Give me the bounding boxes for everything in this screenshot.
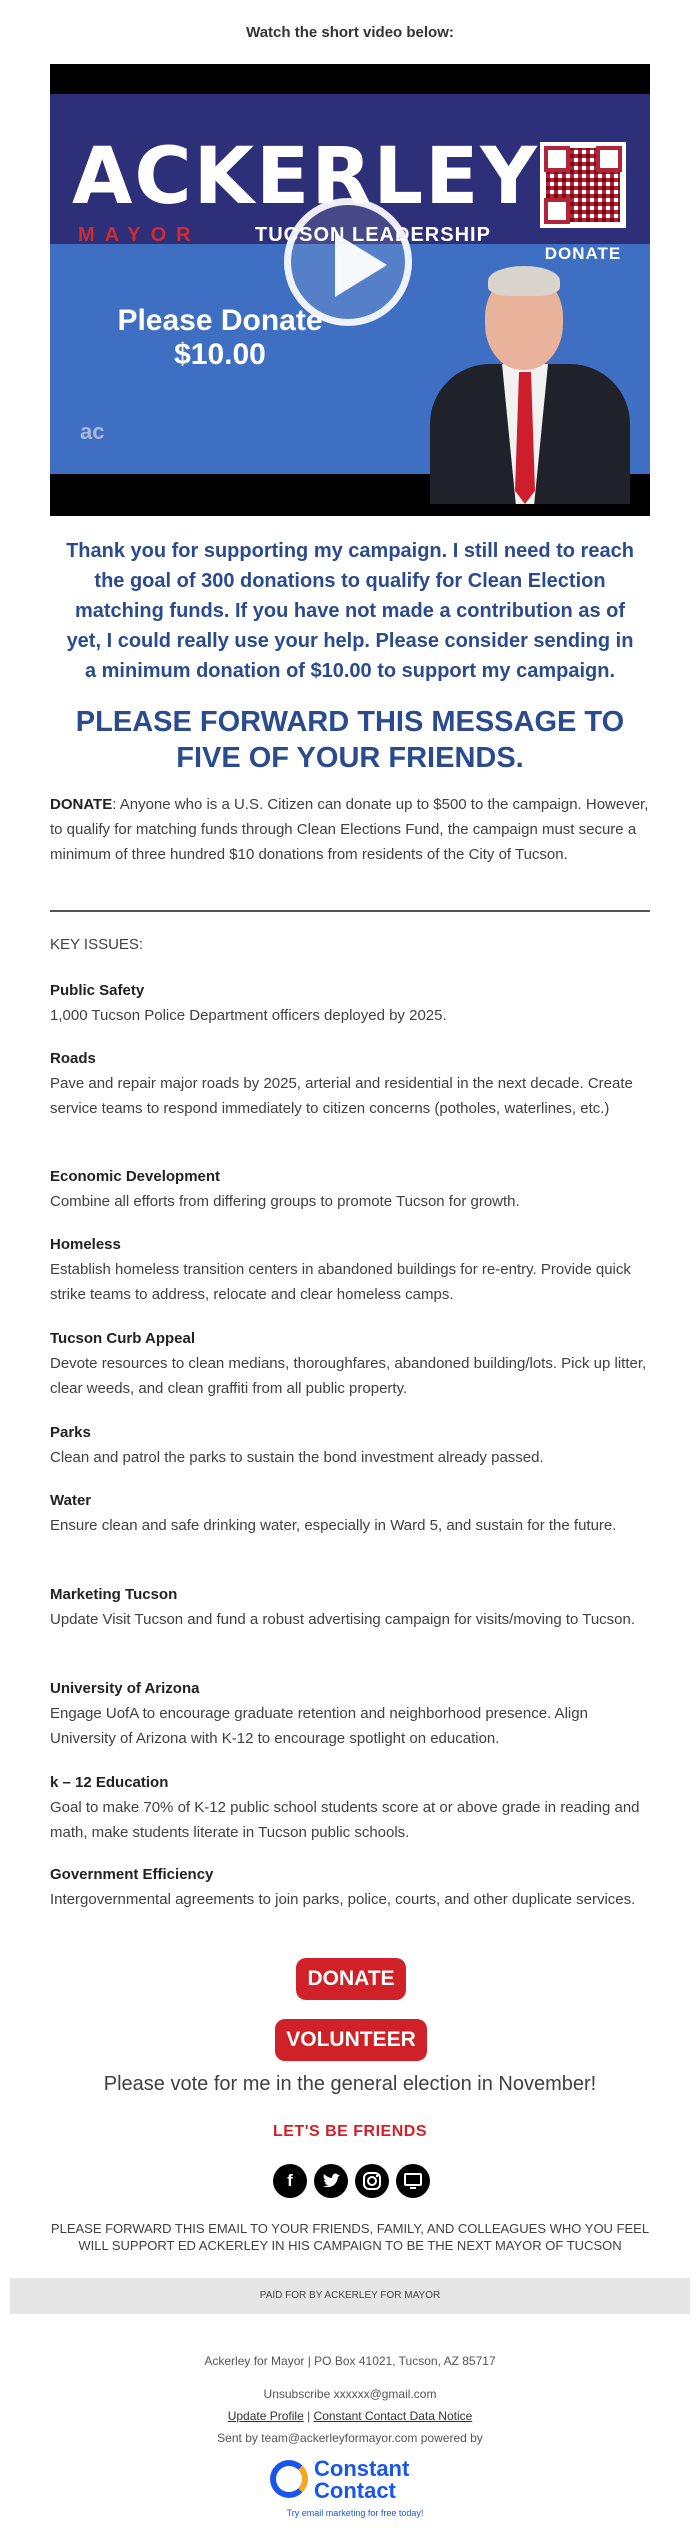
donate-button[interactable]: DONATE (296, 1958, 406, 2000)
footer-links: Update Profile | Constant Contact Data Notice (227, 2409, 473, 2423)
issue-item: Homeless Establish homeless transition centers in abandoned buildings for re-entry. Provide quick strike teams to address, relocate and clear homeless camps. (50, 1236, 631, 1303)
volunteer-button[interactable]: VOLUNTEER (275, 2019, 427, 2061)
tucson-leadership-label: TUCSON LEADERSHIP (255, 224, 491, 246)
issue-item: Economic Development Combine all efforts from differing groups to promote Tucson for growth. (50, 1168, 520, 1210)
lets-be-friends-heading: LET'S BE FRIENDS (272, 2123, 428, 2140)
issue-item: k – 12 Education Goal to make 70% of K-12 public school students score at or above grade in reading and math, make students literate in Tucson public schools. (50, 1774, 640, 1841)
update-profile-link[interactable]: Update Profile (227, 2409, 304, 2423)
donate-paragraph: DONATE: Anyone who is a U.S. Citizen can donate up to $500 to the campaign. However, to qualify for matching funds through Clean Elections Fund, the campaign must secure a minimum of three hundred $10 donations from residents of the City of Tucson. (50, 796, 649, 863)
footer-address: Ackerley for Mayor | PO Box 41021, Tucson, AZ 85717 (204, 2354, 496, 2368)
thank-you-message: Thank you for supporting my campaign. I still need to reach the goal of 300 donations to qualify for Clean Election matching funds. If you have not made a contribution as of yet, I could really use your help. Please consider sending in a minimum donation of $10.00 to support my campaign. (66, 540, 634, 682)
twitter-icon[interactable] (314, 2164, 348, 2198)
forward-email-message: PLEASE FORWARD THIS EMAIL TO YOUR FRIENDS, FAMILY, AND COLLEAGUES WHO YOU FEEL WILL SUPPORT ED ACKERLEY IN HIS CAMPAIGN TO BE THE NEXT MAYOR OF TUCSON (50, 2221, 650, 2253)
issue-item: Roads Pave and repair major roads by 2025, arterial and residential in the next decade. Create service teams to respond immediately to citizen concerns (potholes, waterlines, etc.) (50, 1050, 633, 1117)
constant-contact-logo[interactable]: Constant Contact Try email marketing for free today! (270, 2458, 440, 2518)
forward-heading: PLEASE FORWARD THIS MESSAGE TO FIVE OF YOUR FRIENDS. (75, 706, 625, 774)
issue-item: Marketing Tucson Update Visit Tucson and fund a robust advertising campaign for visits/moving to Tucson. (50, 1586, 636, 1628)
constant-contact-icon (270, 2460, 308, 2498)
key-issues-heading: KEY ISSUES: (50, 936, 144, 953)
issue-item: Government Efficiency Intergovernmental agreements to join parks, police, courts, and other duplicate services. (50, 1866, 636, 1908)
social-links (273, 2164, 433, 2200)
data-notice-link[interactable]: Constant Contact Data Notice (313, 2409, 473, 2423)
video-intro: Watch the short video below: (246, 24, 454, 41)
video-player[interactable] (50, 64, 650, 516)
issue-item: University of Arizona Engage UofA to encourage graduate retention and neighborhood presence. Align University of Arizona with K-12 to encourage spotlight on education. (50, 1680, 588, 1747)
issue-item: Tucson Curb Appeal Devote resources to clean medians, thoroughfares, abandoned building/lots. Pick up litter, clear weeds, and clean graffiti from all public property. (50, 1330, 647, 1397)
issue-item: Parks Clean and patrol the parks to sustain the bond investment already passed. (50, 1424, 544, 1466)
qr-code-icon (540, 142, 626, 228)
mayor-label: MAYOR (78, 224, 201, 246)
unsubscribe-link[interactable]: Unsubscribe xxxxxx@gmail.com (263, 2387, 437, 2401)
divider (50, 910, 650, 912)
instagram-icon[interactable] (355, 2164, 389, 2198)
vote-message: Please vote for me in the general election in November! (103, 2073, 597, 2095)
play-icon[interactable] (284, 198, 412, 326)
facebook-icon[interactable]: f (273, 2164, 307, 2198)
campaign-logo-text: ACKERLEY (72, 132, 539, 222)
issue-item: Public Safety 1,000 Tucson Police Department officers deployed by 2025. (50, 982, 447, 1024)
sent-by-text: Sent by team@ackerleyformayor.com powered by (217, 2431, 483, 2445)
cc-tagline: Try email marketing for free today! (286, 2508, 424, 2518)
issue-item: Water Ensure clean and safe drinking water, especially in Ward 5, and sustain for the future. (50, 1492, 617, 1534)
watermark-text: ac (80, 419, 105, 444)
candidate-photo (430, 254, 630, 504)
paid-for-disclaimer: PAID FOR BY ACKERLEY FOR MAYOR (10, 2278, 690, 2314)
website-icon[interactable] (396, 2164, 430, 2198)
please-donate-text: Please Donate $10.00 (117, 304, 323, 371)
qr-donate-label: DONATE (544, 244, 622, 263)
